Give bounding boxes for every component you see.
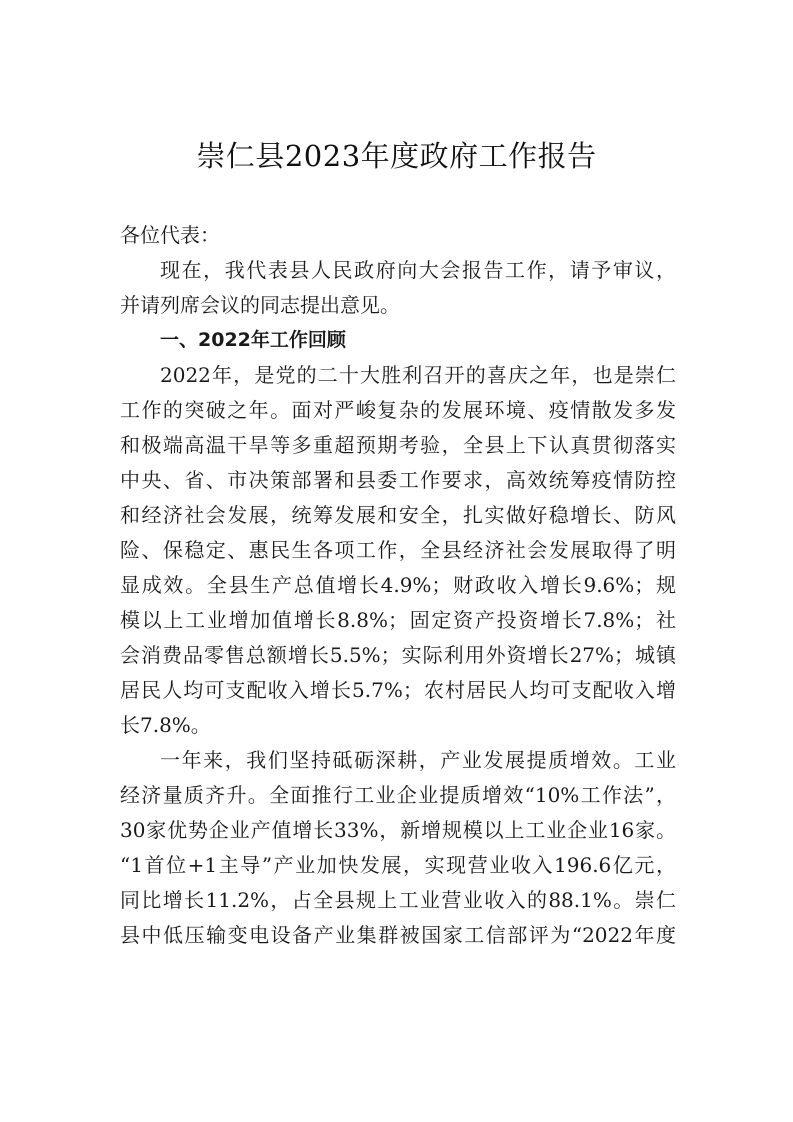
paragraph-line: 显成效。全县生产总值增长4.9%；财政收入增长9.6%；规 (120, 573, 676, 597)
paragraph-line: “1首位+1主导”产业加快发展，实现营业收入196.6亿元， (120, 853, 676, 877)
salutation: 各位代表： (120, 223, 220, 247)
paragraph-line: 中央、省、市决策部署和县委工作要求，高效统筹疫情防控 (120, 468, 676, 492)
paragraph-line: 长7.8%。 (120, 713, 211, 737)
intro-line: 并请列席会议的同志提出意见。 (120, 293, 400, 317)
paragraph-line: 经济量质齐升。全面推行工业企业提质增效“10%工作法”， (120, 783, 676, 807)
section-heading: 一、2022年工作回顾 (160, 329, 346, 351)
paragraph-line: 同比增长11.2%，占全县规上工业营业收入的88.1%。崇仁 (120, 888, 676, 912)
intro-line: 现在，我代表县人民政府向大会报告工作，请予审议， (160, 258, 676, 282)
paragraph-line: 会消费品零售总额增长5.5%；实际利用外资增长27%；城镇 (120, 643, 676, 667)
paragraph-line: 居民人均可支配收入增长5.7%；农村居民人均可支配收入增 (120, 678, 676, 702)
document-title: 崇仁县2023年度政府工作报告 (196, 139, 597, 173)
paragraph-line: 和经济社会发展，统筹发展和安全，扎实做好稳增长、防风 (120, 503, 676, 527)
paragraph-line: 30家优势企业产值增长33%，新增规模以上工业企业16家。 (120, 818, 676, 842)
document-body (120, 218, 676, 953)
paragraph-line: 模以上工业增加值增长8.8%；固定资产投资增长7.8%；社 (120, 608, 676, 632)
paragraph-line: 和极端高温干旱等多重超预期考验，全县上下认真贯彻落实 (120, 433, 676, 457)
paragraph-line: 2022年，是党的二十大胜利召开的喜庆之年，也是崇仁 (160, 363, 676, 387)
paragraph-line: 一年来，我们坚持砥砺深耕，产业发展提质增效。工业 (160, 748, 676, 772)
paragraph-line: 工作的突破之年。面对严峻复杂的发展环境、疫情散发多发 (120, 398, 676, 422)
paragraph-line: 险、保稳定、惠民生各项工作，全县经济社会发展取得了明 (120, 538, 676, 562)
paragraph-line: 县中低压输变电设备产业集群被国家工信部评为“2022年度 (120, 923, 676, 947)
